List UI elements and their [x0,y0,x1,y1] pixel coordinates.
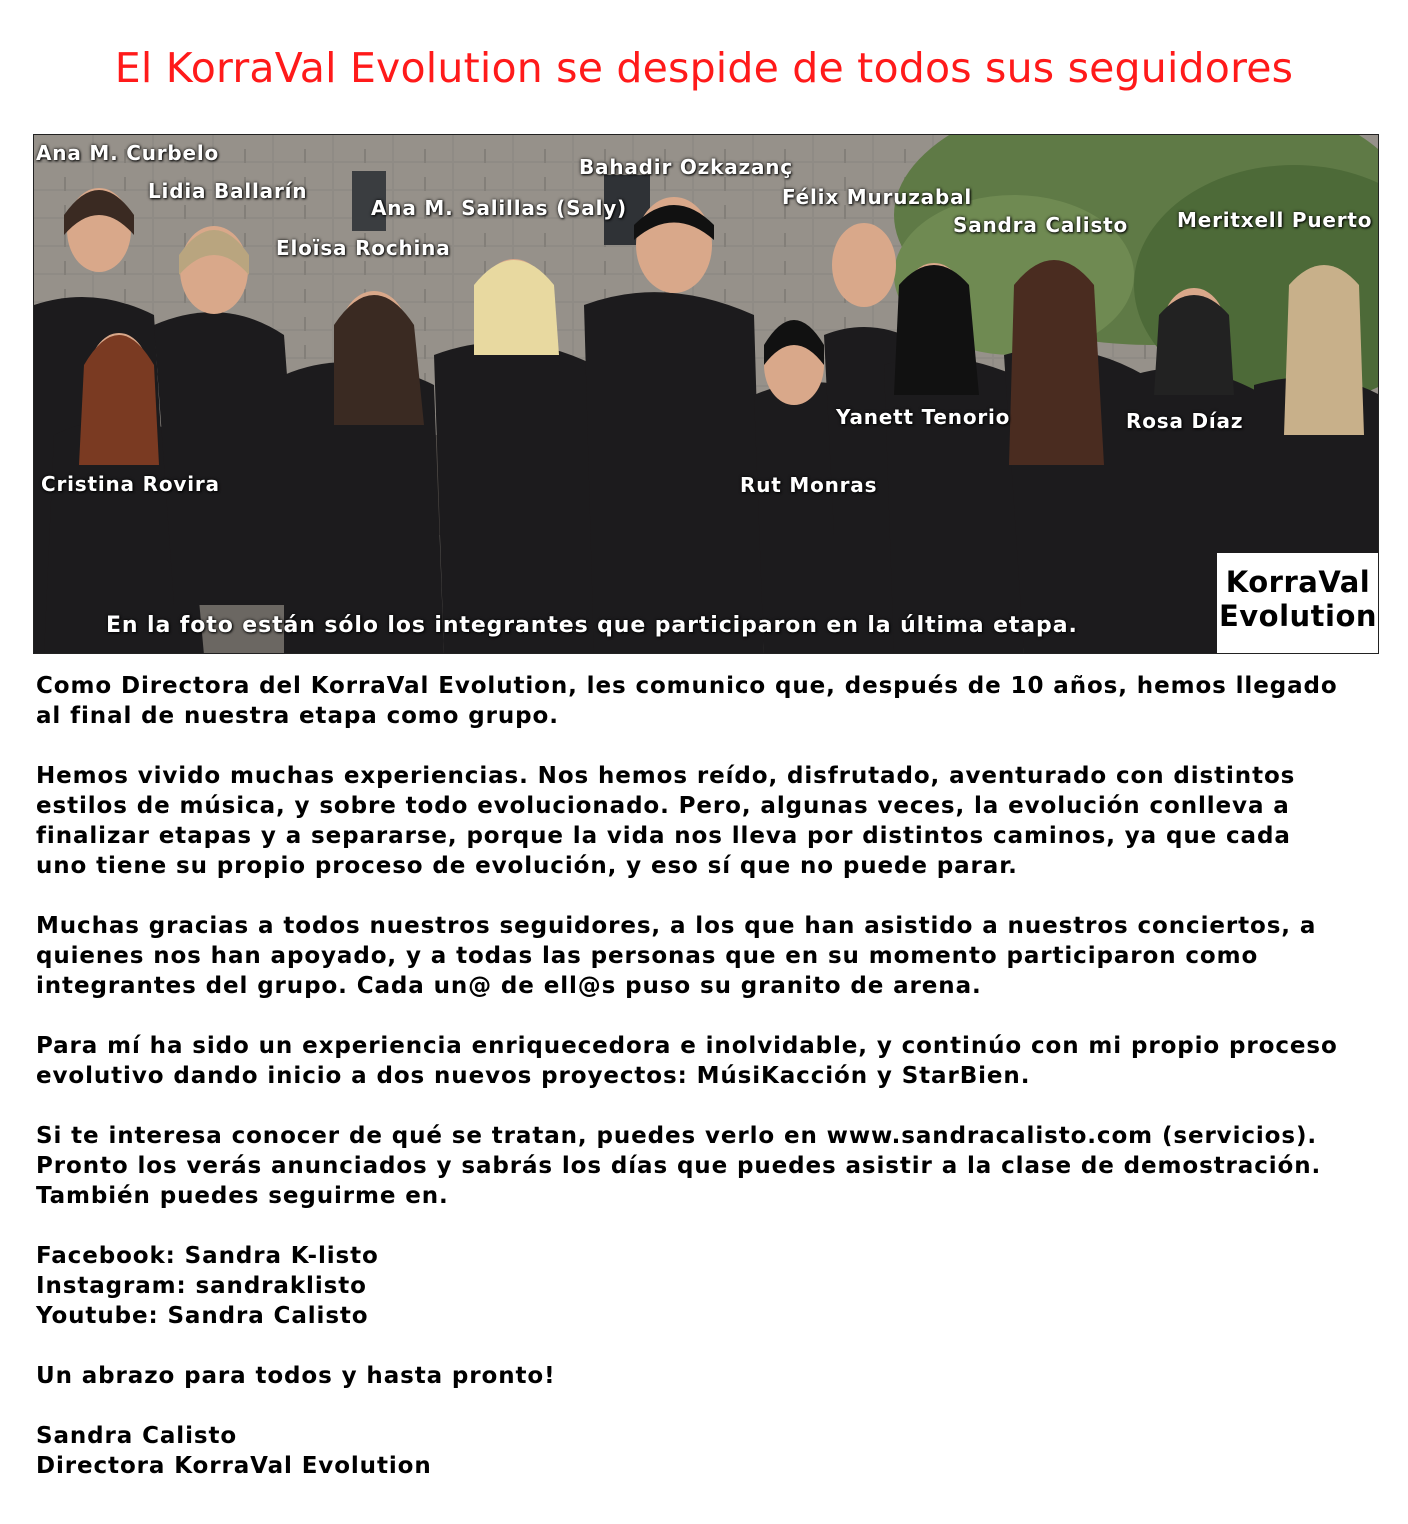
text-line: Si te interesa conocer de qué se tratan, puedes verlo en www.sandracalisto.com (servicios). [36,1123,1318,1149]
photo-name-label: Eloïsa Rochina [276,236,451,260]
photo-name-label: Lidia Ballarín [148,179,308,203]
photo-name-label: Meritxell Puerto [1177,208,1373,232]
logo-line: KorraVal [1225,565,1371,599]
photo-name-label: Félix Muruzabal [782,185,973,209]
text-line: al final de nuestra etapa como grupo. [36,703,559,729]
text-line: finalizar etapas y a separarse, porque la vida nos lleva por distintos caminos, ya que cada [36,823,1291,849]
signature-name: Sandra Calisto [36,1423,238,1449]
photo-name-label: Sandra Calisto [953,213,1129,237]
paragraph-thanks [36,911,1381,1001]
closing-text: Un abrazo para todos y hasta pronto! [36,1363,556,1389]
text-line: integrantes del grupo. Cada un@ de ell@s puso su granito de arena. [36,973,982,999]
text-line: uno tiene su propio proceso de evolución, y eso sí que no puede parar. [36,853,1018,879]
social-facebook: Facebook: Sandra K-listo [36,1243,379,1269]
photo-name-label: Bahadir Ozkazanç [579,155,793,179]
paragraph-info [36,1121,1381,1211]
text-line: Para mí ha sido un experiencia enriquecedora e inolvidable, y continúo con mi propio proceso [36,1033,1338,1059]
signature [36,1421,1381,1481]
social-youtube: Youtube: Sandra Calisto [36,1303,369,1329]
photo-name-label: Ana M. Salillas (Saly) [371,196,627,220]
text-line: También puedes seguirme en. [36,1183,449,1209]
photo-caption: En la foto están sólo los integrantes que participaron en la última etapa. [106,613,1078,638]
letter-body [36,671,1381,1511]
social-instagram: Instagram: sandraklisto [36,1273,367,1299]
text-line: Como Directora del KorraVal Evolution, les comunico que, después de 10 años, hemos llegado [36,673,1338,699]
photo-name-label: Rosa Díaz [1126,409,1244,433]
photo-name-label: Cristina Rovira [41,472,220,496]
logo-line: Evolution [1218,599,1378,633]
social-links [36,1241,1381,1331]
page-title: El KorraVal Evolution se despide de todos sus seguidores [114,44,1294,92]
signature-title: Directora KorraVal Evolution [36,1453,432,1479]
photo-name-label: Ana M. Curbelo [36,141,220,165]
text-line: estilos de música, y sobre todo evolucionado. Pero, algunas veces, la evolución conlleva a [36,793,1290,819]
korraval-logo [1217,553,1379,654]
paragraph-experiences [36,761,1381,881]
photo-name-label: Yanett Tenorio [836,405,1011,429]
closing [36,1361,1381,1391]
paragraph-projects [36,1031,1381,1091]
text-line: Muchas gracias a todos nuestros seguidores, a los que han asistido a nuestros conciertos, a [36,913,1317,939]
photo-name-label: Rut Monras [740,473,878,497]
text-line: Hemos vivido muchas experiencias. Nos hemos reído, disfrutado, aventurado con distintos [36,763,1296,789]
text-line: evolutivo dando inicio a dos nuevos proyectos: MúsiKacción y StarBien. [36,1063,1031,1089]
text-line: Pronto los verás anunciados y sabrás los días que puedes asistir a la clase de demostración. [36,1153,1322,1179]
paragraph-intro [36,671,1381,731]
text-line: quienes nos han apoyado, y a todas las personas que en su momento participaron como [36,943,1259,969]
group-photo [33,134,1379,654]
